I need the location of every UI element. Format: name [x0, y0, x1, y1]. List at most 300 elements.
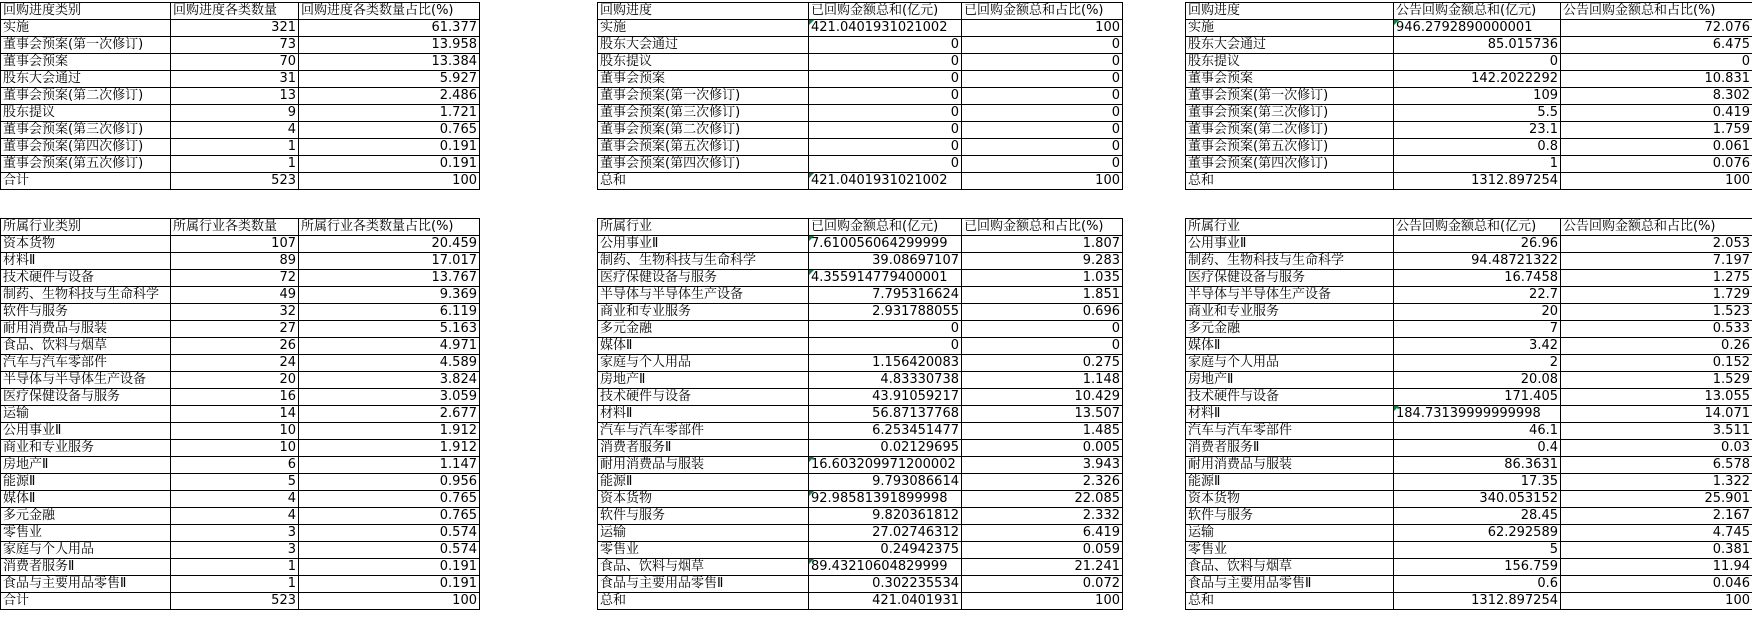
row-label-cell[interactable]: 多元金融 — [1186, 321, 1394, 338]
value-cell[interactable]: 20.08 — [1394, 372, 1561, 389]
value-cell[interactable]: 5 — [1394, 542, 1561, 559]
value-cell[interactable]: 20.459 — [299, 236, 480, 253]
value-cell[interactable]: 9 — [171, 105, 299, 122]
value-cell[interactable]: 7.610056064299999 — [809, 236, 962, 253]
value-cell[interactable]: 1.147 — [299, 457, 480, 474]
value-cell[interactable]: 86.3631 — [1394, 457, 1561, 474]
row-label-cell[interactable]: 食品与主要用品零售Ⅱ — [1, 576, 171, 593]
value-cell[interactable]: 8.302 — [1561, 88, 1752, 105]
value-cell[interactable]: 14 — [171, 406, 299, 423]
row-label-cell[interactable]: 材料Ⅱ — [1, 253, 171, 270]
value-cell[interactable]: 421.0401931021002 — [809, 173, 962, 190]
row-label-cell[interactable]: 技术硬件与设备 — [598, 389, 809, 406]
value-cell[interactable]: 1.729 — [1561, 287, 1752, 304]
value-cell[interactable]: 0 — [962, 71, 1123, 88]
value-cell[interactable]: 85.015736 — [1394, 37, 1561, 54]
value-cell[interactable]: 0.191 — [299, 559, 480, 576]
value-cell[interactable]: 100 — [962, 173, 1123, 190]
row-label-cell[interactable]: 耐用消费品与服装 — [1186, 457, 1394, 474]
row-label-cell[interactable]: 汽车与汽车零部件 — [598, 423, 809, 440]
value-cell[interactable]: 1 — [171, 156, 299, 173]
value-cell[interactable]: 0 — [962, 139, 1123, 156]
value-cell[interactable]: 1312.897254 — [1394, 173, 1561, 190]
row-label-cell[interactable]: 家庭与个人用品 — [1, 542, 171, 559]
value-cell[interactable]: 9.283 — [962, 253, 1123, 270]
value-cell[interactable]: 25.901 — [1561, 491, 1752, 508]
value-cell[interactable]: 4 — [171, 122, 299, 139]
row-label-cell[interactable]: 能源Ⅱ — [1, 474, 171, 491]
value-cell[interactable]: 21.241 — [962, 559, 1123, 576]
row-label-cell[interactable]: 董事会预案(第三次修订) — [1, 122, 171, 139]
value-cell[interactable]: 4.971 — [299, 338, 480, 355]
value-cell[interactable]: 3.943 — [962, 457, 1123, 474]
row-label-cell[interactable]: 食品、饮料与烟草 — [598, 559, 809, 576]
value-cell[interactable]: 0.046 — [1561, 576, 1752, 593]
value-cell[interactable]: 0.8 — [1394, 139, 1561, 156]
value-cell[interactable]: 1.529 — [1561, 372, 1752, 389]
value-cell[interactable]: 4.83330738 — [809, 372, 962, 389]
value-cell[interactable]: 107 — [171, 236, 299, 253]
value-cell[interactable]: 2.486 — [299, 88, 480, 105]
value-cell[interactable]: 0.6 — [1394, 576, 1561, 593]
row-label-cell[interactable]: 技术硬件与设备 — [1186, 389, 1394, 406]
row-label-cell[interactable]: 软件与服务 — [1186, 508, 1394, 525]
value-cell[interactable]: 2 — [1394, 355, 1561, 372]
value-cell[interactable]: 1.523 — [1561, 304, 1752, 321]
row-label-cell[interactable]: 公用事业Ⅱ — [1, 423, 171, 440]
value-cell[interactable]: 6.578 — [1561, 457, 1752, 474]
value-cell[interactable]: 0 — [962, 156, 1123, 173]
row-label-cell[interactable]: 零售业 — [598, 542, 809, 559]
row-label-cell[interactable]: 制药、生物科技与生命科学 — [598, 253, 809, 270]
value-cell[interactable]: 4.745 — [1561, 525, 1752, 542]
value-cell[interactable]: 6.419 — [962, 525, 1123, 542]
value-cell[interactable]: 156.759 — [1394, 559, 1561, 576]
value-cell[interactable]: 5.163 — [299, 321, 480, 338]
value-cell[interactable]: 2.053 — [1561, 236, 1752, 253]
row-label-cell[interactable]: 董事会预案(第一次修订) — [1186, 88, 1394, 105]
value-cell[interactable]: 109 — [1394, 88, 1561, 105]
value-cell[interactable]: 46.1 — [1394, 423, 1561, 440]
row-label-cell[interactable]: 汽车与汽车零部件 — [1, 355, 171, 372]
value-cell[interactable]: 1.807 — [962, 236, 1123, 253]
value-cell[interactable]: 20 — [171, 372, 299, 389]
value-cell[interactable]: 0.03 — [1561, 440, 1752, 457]
value-cell[interactable]: 2.332 — [962, 508, 1123, 525]
row-label-cell[interactable]: 耐用消费品与服装 — [1, 321, 171, 338]
value-cell[interactable]: 184.73139999999998 — [1394, 406, 1561, 423]
value-cell[interactable]: 523 — [171, 593, 299, 610]
value-cell[interactable]: 0 — [962, 54, 1123, 71]
value-cell[interactable]: 0.574 — [299, 542, 480, 559]
value-cell[interactable]: 14.071 — [1561, 406, 1752, 423]
value-cell[interactable]: 0.02129695 — [809, 440, 962, 457]
value-cell[interactable]: 0.4 — [1394, 440, 1561, 457]
row-label-cell[interactable]: 股东大会通过 — [1, 71, 171, 88]
value-cell[interactable]: 7.795316624 — [809, 287, 962, 304]
row-label-cell[interactable]: 公用事业Ⅱ — [1186, 236, 1394, 253]
value-cell[interactable]: 0.005 — [962, 440, 1123, 457]
row-label-cell[interactable]: 董事会预案(第四次修订) — [1186, 156, 1394, 173]
value-cell[interactable]: 62.292589 — [1394, 525, 1561, 542]
value-cell[interactable]: 1.912 — [299, 423, 480, 440]
column-header[interactable]: 回购进度各类数量占比(%) — [299, 3, 480, 20]
value-cell[interactable]: 0.696 — [962, 304, 1123, 321]
column-header[interactable]: 所属行业类别 — [1, 219, 171, 236]
value-cell[interactable]: 100 — [962, 20, 1123, 37]
row-label-cell[interactable]: 合计 — [1, 173, 171, 190]
value-cell[interactable]: 92.98581391899998 — [809, 491, 962, 508]
value-cell[interactable]: 3 — [171, 542, 299, 559]
value-cell[interactable]: 0.24942375 — [809, 542, 962, 559]
row-label-cell[interactable]: 医疗保健设备与服务 — [598, 270, 809, 287]
value-cell[interactable]: 0 — [809, 122, 962, 139]
column-header[interactable]: 公告回购金额总和(亿元) — [1394, 3, 1561, 20]
value-cell[interactable]: 1.275 — [1561, 270, 1752, 287]
value-cell[interactable]: 100 — [299, 593, 480, 610]
value-cell[interactable]: 31 — [171, 71, 299, 88]
row-label-cell[interactable]: 多元金融 — [1, 508, 171, 525]
column-header[interactable]: 所属行业各类数量占比(%) — [299, 219, 480, 236]
value-cell[interactable]: 0 — [809, 321, 962, 338]
row-label-cell[interactable]: 董事会预案 — [1, 54, 171, 71]
value-cell[interactable]: 0.956 — [299, 474, 480, 491]
value-cell[interactable]: 27 — [171, 321, 299, 338]
value-cell[interactable]: 7 — [1394, 321, 1561, 338]
row-label-cell[interactable]: 总和 — [1186, 173, 1394, 190]
value-cell[interactable]: 0.275 — [962, 355, 1123, 372]
row-label-cell[interactable]: 房地产Ⅱ — [1186, 372, 1394, 389]
value-cell[interactable]: 0 — [809, 139, 962, 156]
value-cell[interactable]: 26 — [171, 338, 299, 355]
value-cell[interactable]: 24 — [171, 355, 299, 372]
value-cell[interactable]: 0.574 — [299, 525, 480, 542]
row-label-cell[interactable]: 运输 — [1, 406, 171, 423]
row-label-cell[interactable]: 董事会预案(第五次修订) — [1186, 139, 1394, 156]
value-cell[interactable]: 171.405 — [1394, 389, 1561, 406]
value-cell[interactable]: 13.507 — [962, 406, 1123, 423]
value-cell[interactable]: 56.87137768 — [809, 406, 962, 423]
value-cell[interactable]: 13.958 — [299, 37, 480, 54]
value-cell[interactable]: 0.191 — [299, 139, 480, 156]
row-label-cell[interactable]: 食品、饮料与烟草 — [1, 338, 171, 355]
value-cell[interactable]: 421.0401931 — [809, 593, 962, 610]
value-cell[interactable]: 321 — [171, 20, 299, 37]
value-cell[interactable]: 7.197 — [1561, 253, 1752, 270]
value-cell[interactable]: 0.533 — [1561, 321, 1752, 338]
value-cell[interactable]: 3.42 — [1394, 338, 1561, 355]
column-header[interactable]: 公告回购金额总和(亿元) — [1394, 219, 1561, 236]
row-label-cell[interactable]: 董事会预案(第一次修订) — [598, 88, 809, 105]
row-label-cell[interactable]: 股东提议 — [1186, 54, 1394, 71]
row-label-cell[interactable]: 实施 — [1186, 20, 1394, 37]
row-label-cell[interactable]: 软件与服务 — [1, 304, 171, 321]
value-cell[interactable]: 20 — [1394, 304, 1561, 321]
row-label-cell[interactable]: 资本货物 — [598, 491, 809, 508]
value-cell[interactable]: 22.7 — [1394, 287, 1561, 304]
value-cell[interactable]: 28.45 — [1394, 508, 1561, 525]
value-cell[interactable]: 73 — [171, 37, 299, 54]
column-header[interactable]: 已回购金额总和(亿元) — [809, 219, 962, 236]
value-cell[interactable]: 100 — [962, 593, 1123, 610]
row-label-cell[interactable]: 房地产Ⅱ — [1, 457, 171, 474]
column-header[interactable]: 回购进度各类数量 — [171, 3, 299, 20]
row-label-cell[interactable]: 零售业 — [1186, 542, 1394, 559]
row-label-cell[interactable]: 董事会预案 — [598, 71, 809, 88]
row-label-cell[interactable]: 医疗保健设备与服务 — [1186, 270, 1394, 287]
value-cell[interactable]: 2.326 — [962, 474, 1123, 491]
value-cell[interactable]: 0.765 — [299, 122, 480, 139]
column-header[interactable]: 回购进度 — [598, 3, 809, 20]
value-cell[interactable]: 0 — [962, 338, 1123, 355]
row-label-cell[interactable]: 媒体Ⅱ — [1186, 338, 1394, 355]
value-cell[interactable]: 0 — [809, 338, 962, 355]
value-cell[interactable]: 4.355914779400001 — [809, 270, 962, 287]
value-cell[interactable]: 0.26 — [1561, 338, 1752, 355]
value-cell[interactable]: 1.148 — [962, 372, 1123, 389]
value-cell[interactable]: 1 — [171, 139, 299, 156]
row-label-cell[interactable]: 董事会预案(第四次修订) — [1, 139, 171, 156]
value-cell[interactable]: 6.119 — [299, 304, 480, 321]
value-cell[interactable]: 13.055 — [1561, 389, 1752, 406]
row-label-cell[interactable]: 食品、饮料与烟草 — [1186, 559, 1394, 576]
value-cell[interactable]: 0.076 — [1561, 156, 1752, 173]
row-label-cell[interactable]: 软件与服务 — [598, 508, 809, 525]
row-label-cell[interactable]: 董事会预案(第二次修订) — [598, 122, 809, 139]
row-label-cell[interactable]: 消费者服务Ⅱ — [598, 440, 809, 457]
row-label-cell[interactable]: 商业和专业服务 — [598, 304, 809, 321]
value-cell[interactable]: 0 — [809, 156, 962, 173]
row-label-cell[interactable]: 股东大会通过 — [598, 37, 809, 54]
value-cell[interactable]: 0 — [1561, 54, 1752, 71]
value-cell[interactable]: 0.191 — [299, 576, 480, 593]
value-cell[interactable]: 0 — [809, 54, 962, 71]
value-cell[interactable]: 26.96 — [1394, 236, 1561, 253]
value-cell[interactable]: 0.765 — [299, 508, 480, 525]
row-label-cell[interactable]: 医疗保健设备与服务 — [1, 389, 171, 406]
row-label-cell[interactable]: 股东提议 — [598, 54, 809, 71]
value-cell[interactable]: 17.35 — [1394, 474, 1561, 491]
row-label-cell[interactable]: 制药、生物科技与生命科学 — [1186, 253, 1394, 270]
column-header[interactable]: 已回购金额总和占比(%) — [962, 219, 1123, 236]
value-cell[interactable]: 0.061 — [1561, 139, 1752, 156]
value-cell[interactable]: 10.831 — [1561, 71, 1752, 88]
value-cell[interactable]: 27.02746312 — [809, 525, 962, 542]
value-cell[interactable]: 4 — [171, 491, 299, 508]
value-cell[interactable]: 94.48721322 — [1394, 253, 1561, 270]
row-label-cell[interactable]: 家庭与个人用品 — [1186, 355, 1394, 372]
row-label-cell[interactable]: 能源Ⅱ — [1186, 474, 1394, 491]
row-label-cell[interactable]: 消费者服务Ⅱ — [1186, 440, 1394, 457]
value-cell[interactable]: 0.152 — [1561, 355, 1752, 372]
row-label-cell[interactable]: 董事会预案(第三次修订) — [1186, 105, 1394, 122]
row-label-cell[interactable]: 总和 — [598, 593, 809, 610]
value-cell[interactable]: 0.765 — [299, 491, 480, 508]
value-cell[interactable]: 523 — [171, 173, 299, 190]
row-label-cell[interactable]: 消费者服务Ⅱ — [1, 559, 171, 576]
row-label-cell[interactable]: 耐用消费品与服装 — [598, 457, 809, 474]
value-cell[interactable]: 72.076 — [1561, 20, 1752, 37]
value-cell[interactable]: 100 — [1561, 173, 1752, 190]
row-label-cell[interactable]: 半导体与半导体生产设备 — [1186, 287, 1394, 304]
value-cell[interactable]: 4 — [171, 508, 299, 525]
value-cell[interactable]: 9.369 — [299, 287, 480, 304]
value-cell[interactable]: 0 — [962, 321, 1123, 338]
row-label-cell[interactable]: 媒体Ⅱ — [1, 491, 171, 508]
value-cell[interactable]: 3.511 — [1561, 423, 1752, 440]
row-label-cell[interactable]: 实施 — [598, 20, 809, 37]
value-cell[interactable]: 0.072 — [962, 576, 1123, 593]
row-label-cell[interactable]: 董事会预案 — [1186, 71, 1394, 88]
value-cell[interactable]: 49 — [171, 287, 299, 304]
value-cell[interactable]: 6.475 — [1561, 37, 1752, 54]
value-cell[interactable]: 1 — [171, 576, 299, 593]
value-cell[interactable]: 6.253451477 — [809, 423, 962, 440]
row-label-cell[interactable]: 家庭与个人用品 — [598, 355, 809, 372]
row-label-cell[interactable]: 总和 — [1186, 593, 1394, 610]
value-cell[interactable]: 0 — [809, 88, 962, 105]
value-cell[interactable]: 5 — [171, 474, 299, 491]
value-cell[interactable]: 9.793086614 — [809, 474, 962, 491]
value-cell[interactable]: 16.7458 — [1394, 270, 1561, 287]
value-cell[interactable]: 13.384 — [299, 54, 480, 71]
row-label-cell[interactable]: 材料Ⅱ — [1186, 406, 1394, 423]
row-label-cell[interactable]: 零售业 — [1, 525, 171, 542]
value-cell[interactable]: 1312.897254 — [1394, 593, 1561, 610]
row-label-cell[interactable]: 食品与主要用品零售Ⅱ — [1186, 576, 1394, 593]
value-cell[interactable]: 100 — [1561, 593, 1752, 610]
value-cell[interactable]: 89.43210604829999 — [809, 559, 962, 576]
row-label-cell[interactable]: 董事会预案(第四次修订) — [598, 156, 809, 173]
row-label-cell[interactable]: 合计 — [1, 593, 171, 610]
value-cell[interactable]: 32 — [171, 304, 299, 321]
value-cell[interactable]: 3.824 — [299, 372, 480, 389]
row-label-cell[interactable]: 食品与主要用品零售Ⅱ — [598, 576, 809, 593]
value-cell[interactable]: 17.017 — [299, 253, 480, 270]
column-header[interactable]: 所属行业 — [598, 219, 809, 236]
column-header[interactable]: 所属行业各类数量 — [171, 219, 299, 236]
value-cell[interactable]: 0.419 — [1561, 105, 1752, 122]
value-cell[interactable]: 70 — [171, 54, 299, 71]
value-cell[interactable]: 23.1 — [1394, 122, 1561, 139]
row-label-cell[interactable]: 运输 — [598, 525, 809, 542]
row-label-cell[interactable]: 能源Ⅱ — [598, 474, 809, 491]
value-cell[interactable]: 43.91059217 — [809, 389, 962, 406]
value-cell[interactable]: 0.191 — [299, 156, 480, 173]
row-label-cell[interactable]: 董事会预案(第三次修订) — [598, 105, 809, 122]
value-cell[interactable]: 0.302235534 — [809, 576, 962, 593]
column-header[interactable]: 公告回购金额总和占比(%) — [1561, 219, 1752, 236]
value-cell[interactable]: 72 — [171, 270, 299, 287]
row-label-cell[interactable]: 商业和专业服务 — [1186, 304, 1394, 321]
value-cell[interactable]: 9.820361812 — [809, 508, 962, 525]
value-cell[interactable]: 340.053152 — [1394, 491, 1561, 508]
row-label-cell[interactable]: 股东大会通过 — [1186, 37, 1394, 54]
value-cell[interactable]: 1.322 — [1561, 474, 1752, 491]
column-header[interactable]: 已回购金额总和(亿元) — [809, 3, 962, 20]
value-cell[interactable]: 0 — [809, 71, 962, 88]
value-cell[interactable]: 61.377 — [299, 20, 480, 37]
row-label-cell[interactable]: 半导体与半导体生产设备 — [1, 372, 171, 389]
row-label-cell[interactable]: 董事会预案(第五次修订) — [598, 139, 809, 156]
row-label-cell[interactable]: 制药、生物科技与生命科学 — [1, 287, 171, 304]
column-header[interactable]: 所属行业 — [1186, 219, 1394, 236]
row-label-cell[interactable]: 汽车与汽车零部件 — [1186, 423, 1394, 440]
column-header[interactable]: 公告回购金额总和占比(%) — [1561, 3, 1752, 20]
value-cell[interactable]: 6 — [171, 457, 299, 474]
value-cell[interactable]: 1.485 — [962, 423, 1123, 440]
value-cell[interactable]: 13 — [171, 88, 299, 105]
row-label-cell[interactable]: 商业和专业服务 — [1, 440, 171, 457]
value-cell[interactable]: 89 — [171, 253, 299, 270]
row-label-cell[interactable]: 董事会预案(第一次修订) — [1, 37, 171, 54]
value-cell[interactable]: 10.429 — [962, 389, 1123, 406]
value-cell[interactable]: 1.759 — [1561, 122, 1752, 139]
row-label-cell[interactable]: 董事会预案(第二次修订) — [1, 88, 171, 105]
column-header[interactable]: 回购进度类别 — [1, 3, 171, 20]
value-cell[interactable]: 39.08697107 — [809, 253, 962, 270]
column-header[interactable]: 已回购金额总和占比(%) — [962, 3, 1123, 20]
value-cell[interactable]: 1 — [171, 559, 299, 576]
value-cell[interactable]: 0 — [809, 105, 962, 122]
value-cell[interactable]: 1.721 — [299, 105, 480, 122]
value-cell[interactable]: 4.589 — [299, 355, 480, 372]
value-cell[interactable]: 2.931788055 — [809, 304, 962, 321]
value-cell[interactable]: 1.851 — [962, 287, 1123, 304]
value-cell[interactable]: 946.2792890000001 — [1394, 20, 1561, 37]
row-label-cell[interactable]: 董事会预案(第五次修订) — [1, 156, 171, 173]
row-label-cell[interactable]: 房地产Ⅱ — [598, 372, 809, 389]
value-cell[interactable]: 0 — [962, 88, 1123, 105]
row-label-cell[interactable]: 材料Ⅱ — [598, 406, 809, 423]
value-cell[interactable]: 0.381 — [1561, 542, 1752, 559]
value-cell[interactable]: 16.603209971200002 — [809, 457, 962, 474]
row-label-cell[interactable]: 媒体Ⅱ — [598, 338, 809, 355]
value-cell[interactable]: 3 — [171, 525, 299, 542]
row-label-cell[interactable]: 技术硬件与设备 — [1, 270, 171, 287]
row-label-cell[interactable]: 董事会预案(第二次修订) — [1186, 122, 1394, 139]
value-cell[interactable]: 1.156420083 — [809, 355, 962, 372]
value-cell[interactable]: 0 — [1394, 54, 1561, 71]
value-cell[interactable]: 2.677 — [299, 406, 480, 423]
value-cell[interactable]: 100 — [299, 173, 480, 190]
value-cell[interactable]: 1 — [1394, 156, 1561, 173]
value-cell[interactable]: 22.085 — [962, 491, 1123, 508]
value-cell[interactable]: 3.059 — [299, 389, 480, 406]
value-cell[interactable]: 10 — [171, 423, 299, 440]
value-cell[interactable]: 2.167 — [1561, 508, 1752, 525]
value-cell[interactable]: 142.2022292 — [1394, 71, 1561, 88]
value-cell[interactable]: 0 — [962, 37, 1123, 54]
column-header[interactable]: 回购进度 — [1186, 3, 1394, 20]
value-cell[interactable]: 421.0401931021002 — [809, 20, 962, 37]
value-cell[interactable]: 0 — [962, 105, 1123, 122]
row-label-cell[interactable]: 股东提议 — [1, 105, 171, 122]
row-label-cell[interactable]: 资本货物 — [1186, 491, 1394, 508]
row-label-cell[interactable]: 资本货物 — [1, 236, 171, 253]
row-label-cell[interactable]: 多元金融 — [598, 321, 809, 338]
value-cell[interactable]: 10 — [171, 440, 299, 457]
row-label-cell[interactable]: 运输 — [1186, 525, 1394, 542]
row-label-cell[interactable]: 实施 — [1, 20, 171, 37]
value-cell[interactable]: 1.035 — [962, 270, 1123, 287]
value-cell[interactable]: 13.767 — [299, 270, 480, 287]
value-cell[interactable]: 0 — [962, 122, 1123, 139]
row-label-cell[interactable]: 总和 — [598, 173, 809, 190]
row-label-cell[interactable]: 公用事业Ⅱ — [598, 236, 809, 253]
value-cell[interactable]: 0 — [809, 37, 962, 54]
value-cell[interactable]: 1.912 — [299, 440, 480, 457]
